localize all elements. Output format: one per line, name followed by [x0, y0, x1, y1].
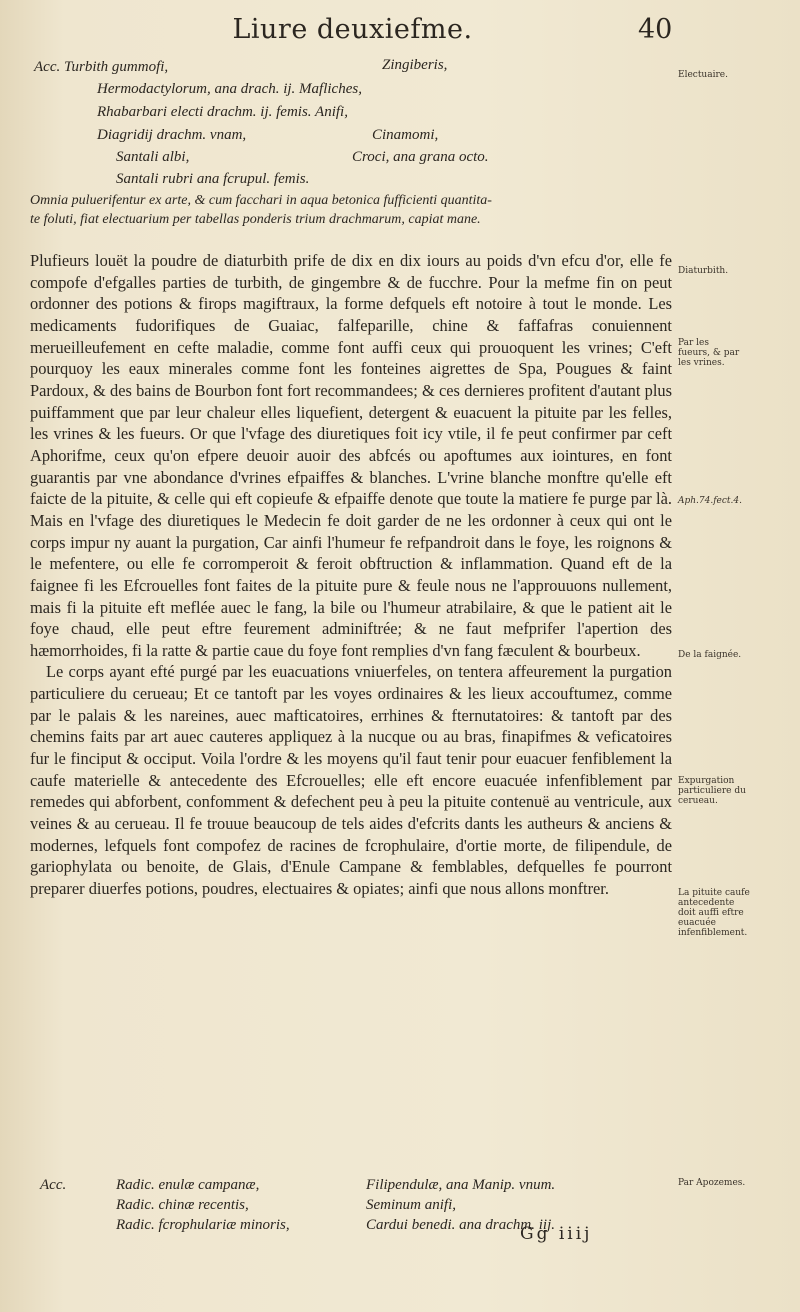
margin-note: Par Apozemes.	[678, 1178, 746, 1188]
recipe-line: Seminum anifi,	[366, 1197, 456, 1213]
paragraph: Le corps ayant efté purgé par les euacuations vniuerfeles, on tentera affeurement la purgation particuliere du cerueau; Et ce tantoft par les voyes ordinaires & les lieux accouftumez, comme par le palais & les nareines, auec mafticatoires, errhines & fternutatoires: & tantoft par des chemins faits par art auec cauteres appliquez à la nucque ou au bras, finapifmes & veficatoires fur le finciput & occiput. Voila l'ordre & les moyens qu'il faut tenir pour euacuer fenfiblement la caufe materielle & antecedente des Efcrouelles; elle eft encore euacuée infenfiblement par remedes qui abforbent, confomment & defechent peu à peu la pituite contenuë au ventricule, aux veines & au cerueau. Il fe trouue beaucoup de tels aides d'efcrits dants les autheurs & anciens & modernes, lefquels font compofez de racines de fcrophulaire, d'ortie morte, de filipendule, de gariophylata ou benoite, de Glais, d'Enule Campane & femblables, defquelles fe pourront preparer diuerfes potions, poudres, electuaires & opiates; ainfi que nous allons monftrer.	[30, 662, 672, 899]
recipe-line: Croci, ana grana octo.	[352, 149, 489, 165]
margin-note: Aph.74.fect.4.	[678, 496, 742, 506]
signature-mark: Gg iiij	[520, 1224, 593, 1244]
paragraph: Plufieurs louët la poudre de diaturbith prife de dix en dix iours au poids d'vn efcu d'or, elle fe compofe d'efgalles parties de turbith, de gingembre & de fucchre. Pour la mefme fin on peut ordonner des potions & firops magiftraux, la forme defquels eft notoire à tout le monde. Les medicaments fudorifiques de Guaiac, falfeparille, chine & faffafras conuiennent merueilleufement en cefte maladie, comme font auffi ceux qui prouoquent les vrines; C'eft pourquoy les eaux minerales comme font les fonteines aigrettes de Spa, Pougues & faint Pardoux, & des bains de Bourbon font fort recommandees; & ces dernieres profitent d'autant plus puiffamment que par leur chaleur elles liquefient, detergent & euacuent la pituite par les felles, les vrines & les fueurs. Or que l'vfage des diuretiques foit icy vtile, il fe peut confirmer par ceft Aphorifme, ceux qu'on efpere deuoir auoir des abfcés ou apoftumes aux iointures, en font guarantis par vne abondance d'vrines efpaiffes & blanches. L'vrine blanche monftre qu'elle eft faicte de la pituite, & celle qui eft copieufe & efpaiffe denote que toute la matiere fe purge par là. Mais en l'vfage des diuretiques le Medecin fe doit garder de ne les ordonner à ceux qui ont le corps impur ny auant la purgation, Car ainfi l'humeur fe refpandroit dans le foye, les roignons & le mefentere, ou elle fe corromperoit & feroit obftruction & inflammation. Quand eft de la faignee fi les Efcrouelles font faites de la pituite pure & feule nous ne l'approuuons nullement, mais fi la pituite eft meflée auec le fang, la bile ou l'humeur atrabilaire, & que le patient ait le foye chaud, elle peut eftre feurement adminiftrée; & ne faut mefprifer l'apertion des hæmorrhoides, fi la ratte & partie caue du foye font remplies d'vn fang fæculent & bourbeux.	[30, 251, 672, 660]
recipe-line: Santali albi,	[116, 149, 190, 165]
recipe-line: Hermodactylorum, ana drach. ij. Mafliches,	[97, 81, 362, 97]
recipe-instruction: Omnia puluerifentur ex arte, & cum facchari in aqua betonica fufficienti quantita-	[30, 193, 492, 208]
recipe-instruction: te foluti, fiat electuarium per tabellas ponderis trium drachmarum, capiat mane.	[30, 212, 481, 227]
margin-note: Expurgation particuliere du cerueau.	[678, 776, 746, 806]
recipe-line: Zingiberis,	[382, 57, 448, 73]
recipe-line: Filipendulæ, ana Manip. vnum.	[366, 1177, 556, 1193]
page-number: 40	[638, 14, 673, 45]
recipe-line: Radic. enulæ campanæ,	[116, 1177, 260, 1193]
margin-note: Par les fueurs, & par les vrines.	[678, 338, 740, 368]
recipe-line: Radic. fcrophulariæ minoris,	[116, 1217, 290, 1233]
margin-note: La pituite caufe antecedente doit auffi eftre euacuée infenfiblement.	[678, 888, 750, 938]
recipe-line: Cinamomi,	[372, 127, 439, 143]
recipe-line: Acc. Turbith gummofi,	[34, 59, 169, 75]
margin-note: Electuaire.	[678, 70, 728, 80]
margin-note: Diaturbith.	[678, 266, 729, 276]
recipe-line: Santali rubri ana fcrupul. femis.	[116, 171, 310, 187]
recipe-line: Diagridij drachm. vnam,	[97, 127, 247, 143]
recipe-line: Radic. chinæ recentis,	[116, 1197, 249, 1213]
recipe-acc: Acc.	[40, 1177, 67, 1193]
running-head: Liure deuxiefme.	[232, 14, 473, 45]
recipe-line: Cardui benedi. ana drachm. iij.	[366, 1217, 556, 1233]
margin-note: De la faignée.	[678, 650, 742, 660]
recipe-line: Rhabarbari electi drachm. ij. femis. Anifi,	[97, 104, 348, 120]
body-text	[30, 250, 672, 900]
